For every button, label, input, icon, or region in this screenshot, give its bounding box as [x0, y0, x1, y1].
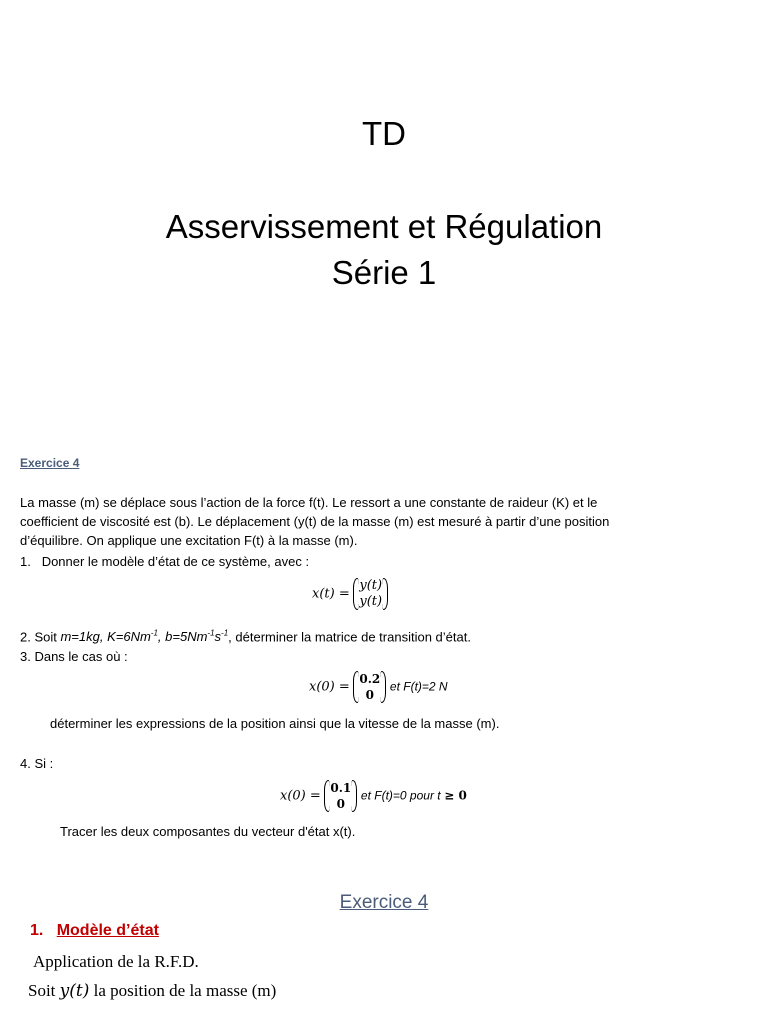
eq2-rhs: et F(t)=2 N: [389, 679, 448, 694]
question-1: [20, 552, 309, 571]
solution-line-2-prefix: Soit: [28, 981, 60, 1000]
question-2: [20, 624, 471, 646]
question-3-detail: déterminer les expressions de la position ainsi que la vitesse de la masse (m).: [50, 716, 500, 731]
q1-number: 1.: [20, 554, 31, 569]
eq3-bottom: 0: [336, 797, 346, 811]
title-series: Série 1: [331, 254, 437, 291]
eq1-lhs: x(t) =: [312, 586, 350, 602]
eq3-lhs: x(0) =: [280, 788, 321, 804]
equation-initial-2: [280, 780, 467, 812]
eq3-rhs: et F(t)=0 pour t: [360, 788, 441, 803]
eq1-bottom: y(t): [359, 594, 383, 609]
eq3-top: 0.1: [330, 781, 352, 795]
eq3-condition: ≥ 0: [444, 788, 467, 803]
eq1-vector: [353, 578, 388, 610]
solution-line-1: Application de la R.F.D.: [33, 952, 199, 971]
eq2-top: 0.2: [359, 672, 381, 686]
section-1-title: Modèle d’état: [56, 922, 159, 939]
q2-s: s: [214, 629, 222, 645]
q2-params: m=1kg, K=6Nm: [60, 629, 151, 645]
question-4-detail: Tracer les deux composantes du vecteur d'état x(t).: [60, 824, 356, 839]
q2-exp-1: -1: [150, 629, 158, 638]
solution-line-2-var: y(t): [59, 981, 90, 1001]
q2-mid: , b=5Nm: [157, 629, 208, 645]
question-4: 4. Si :: [20, 756, 54, 771]
exercise-heading: Exercice 4: [20, 456, 80, 470]
q1-text: Donner le modèle d’état de ce système, avec :: [41, 554, 310, 569]
intro-line-1: La masse (m) se déplace sous l’action de la force f(t). Le ressort a une constante de raideur (K) et le: [20, 495, 598, 510]
equation-initial-1: [309, 671, 448, 703]
eq1-top: y(t): [359, 578, 383, 593]
equation-state-vector: [312, 578, 388, 610]
eq2-lhs: x(0) =: [309, 679, 350, 695]
q2-exp-3: -1: [221, 629, 229, 638]
title-td: TD: [362, 115, 406, 152]
intro-line-2: coefficient de viscosité est (b). Le déplacement (y(t) de la masse (m) est mesuré à partir d’une position: [20, 514, 610, 529]
eq3-vector: [324, 780, 357, 812]
section-1-number: 1.: [30, 922, 44, 939]
q2-suffix: , déterminer la matrice de transition d’état.: [228, 629, 471, 645]
eq2-vector: [353, 671, 386, 703]
intro-line-3: d’équilibre. On applique une excitation F(t) à la masse (m).: [20, 533, 358, 548]
question-3: 3. Dans le cas où :: [20, 649, 128, 664]
solution-heading: Exercice 4: [339, 892, 429, 913]
eq2-bottom: 0: [365, 688, 375, 702]
q2-prefix: 2. Soit: [20, 629, 61, 645]
title-course: Asservissement et Régulation: [165, 208, 603, 245]
section-1-heading: [30, 922, 159, 940]
solution-line-2-suffix: la position de la masse (m): [89, 981, 277, 1000]
q2-exp-2: -1: [207, 629, 215, 638]
solution-line-2: [28, 981, 276, 1001]
